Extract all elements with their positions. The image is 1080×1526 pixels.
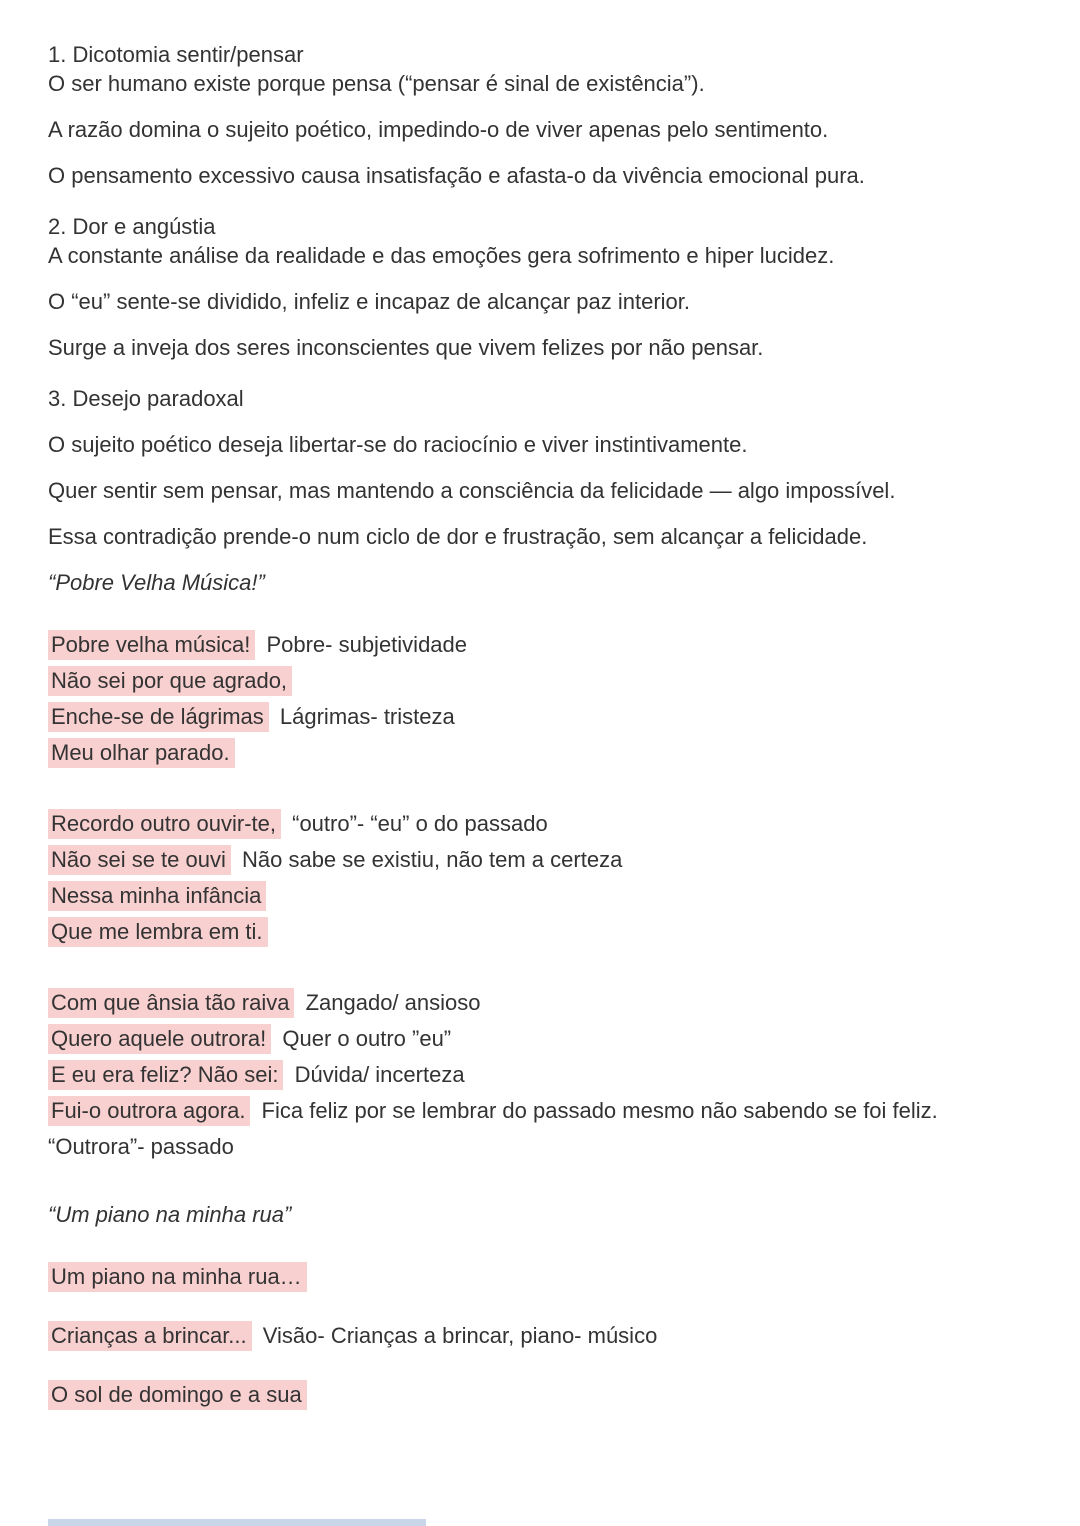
text-line <box>48 1021 1032 1057</box>
annotation-text: Zangado/ ansioso <box>299 990 481 1015</box>
text-line <box>48 1377 1032 1413</box>
poem-stanza <box>48 806 1032 950</box>
text-line <box>48 40 1032 69</box>
highlighted-verse: O sol de domingo e a sua <box>48 1380 307 1410</box>
annotation-text: Pobre- subjetividade <box>260 632 468 657</box>
text-line <box>48 384 1032 413</box>
highlighted-verse: Fui-o outrora agora. <box>48 1096 250 1126</box>
highlighted-verse: Enche-se de lágrimas <box>48 702 269 732</box>
annotation-text: “Um piano na minha rua” <box>48 1202 292 1227</box>
paragraph <box>48 287 1032 316</box>
paragraph <box>48 161 1032 190</box>
annotation-text: O ser humano existe porque pensa (“pensar é sinal de existência”). <box>48 71 705 96</box>
text-line <box>48 568 1032 597</box>
text-line <box>48 663 1032 699</box>
paragraph <box>48 522 1032 551</box>
annotation-text: Essa contradição prende-o num ciclo de dor e frustração, sem alcançar a felicidade. <box>48 524 868 549</box>
annotation-text: Não sabe se existiu, não tem a certeza <box>235 847 623 872</box>
annotation-text: 2. Dor e angústia <box>48 214 216 239</box>
text-line <box>48 522 1032 551</box>
text-line <box>48 476 1032 505</box>
poem-line <box>48 1377 1032 1413</box>
text-line <box>48 627 1032 663</box>
text-line <box>48 842 1032 878</box>
highlighted-verse: Um piano na minha rua… <box>48 1262 307 1292</box>
poem-line <box>48 1259 1032 1295</box>
highlighted-verse: Crianças a brincar... <box>48 1321 252 1351</box>
paragraph <box>48 333 1032 362</box>
text-line <box>48 241 1032 270</box>
poem-title <box>48 568 1032 597</box>
text-line <box>48 1259 1032 1295</box>
text-line <box>48 69 1032 98</box>
annotation-text: “outro”- “eu” o do passado <box>286 811 548 836</box>
text-line <box>48 735 1032 771</box>
text-line <box>48 1318 1032 1354</box>
annotation-text: O pensamento excessivo causa insatisfação e afasta-o da vivência emocional pura. <box>48 163 865 188</box>
annotation-text: Surge a inveja dos seres inconscientes que vivem felizes por não pensar. <box>48 335 764 360</box>
paragraph <box>48 476 1032 505</box>
highlighted-verse: E eu era feliz? Não sei: <box>48 1060 283 1090</box>
highlighted-verse: Não sei se te ouvi <box>48 845 231 875</box>
poem-title <box>48 1200 1032 1229</box>
paragraph <box>48 115 1032 144</box>
text-line <box>48 1200 1032 1229</box>
paragraph <box>48 430 1032 459</box>
highlighted-verse: Recordo outro ouvir-te, <box>48 809 281 839</box>
annotation-text: Fica feliz por se lembrar do passado mesmo não sabendo se foi feliz. “Outrora”- passado <box>48 1098 938 1159</box>
highlighted-verse: Não sei por que agrado, <box>48 666 292 696</box>
highlighted-verse: Nessa minha infância <box>48 881 266 911</box>
text-line <box>48 699 1032 735</box>
annotation-text: Quer o outro ”eu” <box>276 1026 452 1051</box>
annotation-text: O sujeito poético deseja libertar-se do raciocínio e viver instintivamente. <box>48 432 748 457</box>
text-line <box>48 878 1032 914</box>
annotation-text: “Pobre Velha Música!” <box>48 570 265 595</box>
annotation-text: 3. Desejo paradoxal <box>48 386 244 411</box>
annotation-text: Quer sentir sem pensar, mas mantendo a consciência da felicidade — algo impossível. <box>48 478 896 503</box>
annotation-text: A constante análise da realidade e das emoções gera sofrimento e hiper lucidez. <box>48 243 835 268</box>
paragraph <box>48 40 1032 98</box>
text-line <box>48 212 1032 241</box>
highlighted-verse: Meu olhar parado. <box>48 738 235 768</box>
text-line <box>48 115 1032 144</box>
highlighted-verse: Que me lembra em ti. <box>48 917 268 947</box>
annotation-text: Visão- Crianças a brincar, piano- músico <box>256 1323 658 1348</box>
paragraph <box>48 384 1032 413</box>
text-line <box>48 806 1032 842</box>
annotation-text: O “eu” sente-se dividido, infeliz e incapaz de alcançar paz interior. <box>48 289 691 314</box>
text-line <box>48 161 1032 190</box>
paragraph <box>48 212 1032 270</box>
highlighted-verse: Quero aquele outrora! <box>48 1024 271 1054</box>
text-line <box>48 1093 1032 1165</box>
text-line <box>48 430 1032 459</box>
annotation-text: A razão domina o sujeito poético, impedindo-o de viver apenas pelo sentimento. <box>48 117 829 142</box>
highlighted-verse: Com que ânsia tão raiva <box>48 988 294 1018</box>
annotation-text: Dúvida/ incerteza <box>288 1062 465 1087</box>
text-line <box>48 985 1032 1021</box>
annotation-text: Lágrimas- tristeza <box>273 704 455 729</box>
annotation-text: 1. Dicotomia sentir/pensar <box>48 42 304 67</box>
poem-stanza <box>48 985 1032 1165</box>
poem-line <box>48 1318 1032 1354</box>
poem-stanza <box>48 627 1032 771</box>
text-line <box>48 287 1032 316</box>
cutoff-next-line-highlight <box>48 1519 426 1526</box>
text-line <box>48 333 1032 362</box>
text-line <box>48 1057 1032 1093</box>
highlighted-verse: Pobre velha música! <box>48 630 255 660</box>
text-line <box>48 914 1032 950</box>
